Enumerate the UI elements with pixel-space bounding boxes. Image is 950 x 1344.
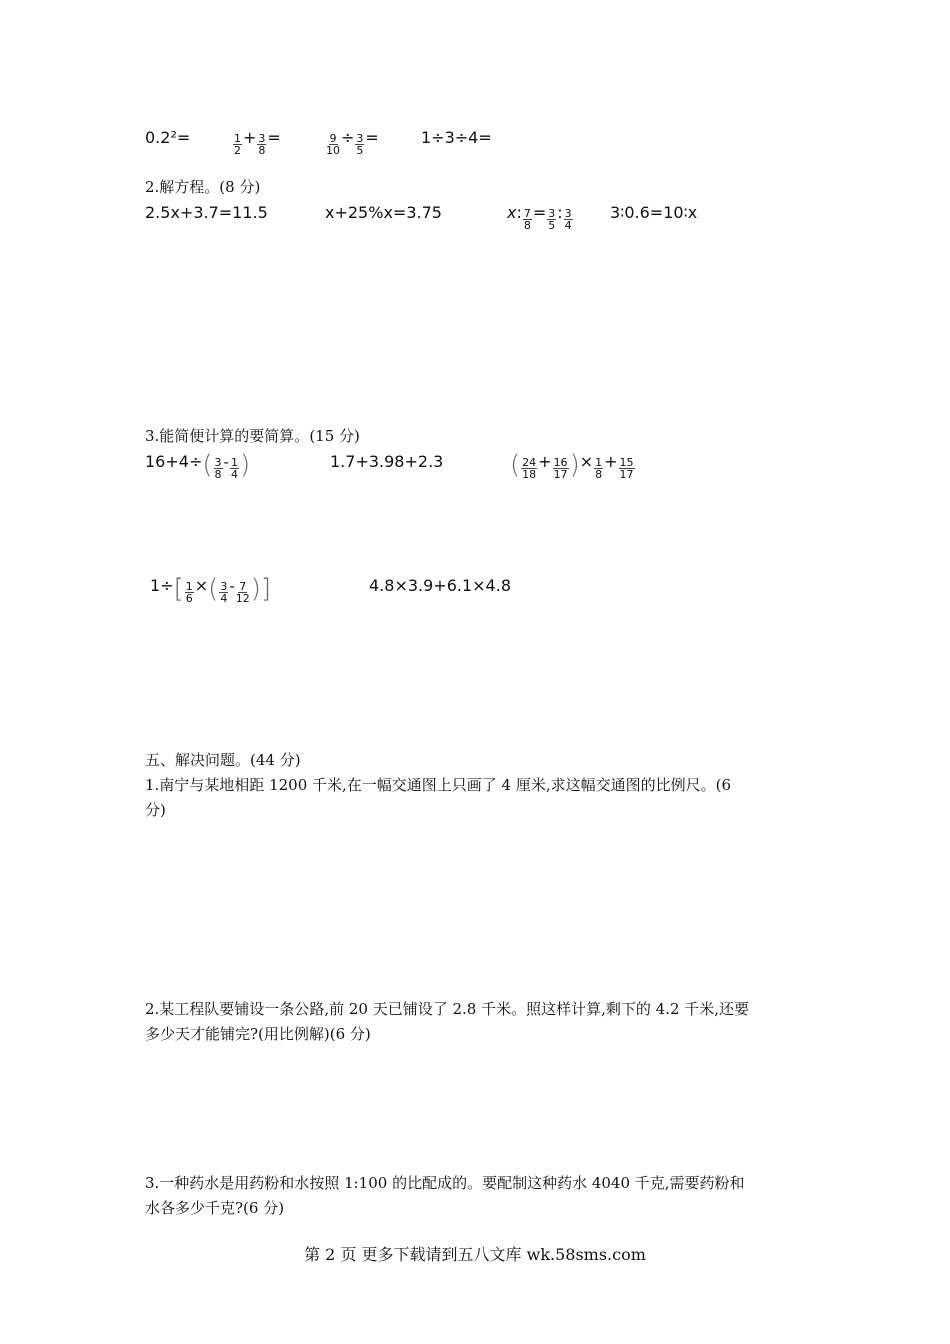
expr-fraction-division: $\frac{9}{10}$ ÷ $\frac{3}{5}$ =	[326, 128, 379, 157]
equation-4: 3∶0.6=10∶x	[610, 203, 698, 222]
problem-1-line-1: 1.南宁与某地相距 1200 千米,在一幅交通图上只画了 4 厘米,求这幅交通图的比例尺。(6	[145, 776, 732, 794]
expr-fraction-sum: $\frac{1}{2}$ + $\frac{3}{8}$ =	[234, 128, 281, 157]
problem-3-line-2: 水各多少千克?(6 分)	[145, 1199, 285, 1217]
fraction: $\frac{1}{6}$	[185, 579, 193, 605]
problem-1-line-2: 分)	[145, 801, 166, 819]
calc-1: 16+4÷( $\frac{3}{8}$ - $\frac{1}{4}$ )	[145, 449, 251, 481]
equation-2: x+25%x=3.75	[325, 203, 442, 222]
calc-5: 4.8×3.9+6.1×4.8	[369, 576, 511, 595]
fraction: $\frac{3}{5}$	[548, 206, 556, 232]
question-2-title: 2.解方程。(8 分)	[145, 178, 261, 196]
section-5-title: 五、解决问题。(44 分)	[145, 751, 301, 769]
fraction: $\frac{3}{5}$	[356, 131, 364, 157]
fraction: $\frac{3}{8}$	[258, 131, 266, 157]
calc-2: 1.7+3.98+2.3	[330, 452, 444, 471]
problem-2-line-2: 多少天才能铺完?(用比例解)(6 分)	[145, 1025, 371, 1043]
page-footer: 第 2 页 更多下载请到五八文库 wk.58sms.com	[304, 1245, 646, 1264]
fraction: $\frac{9}{10}$	[326, 131, 340, 157]
equation-1: 2.5x+3.7=11.5	[145, 203, 268, 222]
fraction: $\frac{7}{8}$	[523, 206, 531, 232]
fraction: $\frac{1}{4}$	[230, 455, 238, 481]
fraction: $\frac{3}{8}$	[214, 455, 222, 481]
question-3-title: 3.能简便计算的要简算。(15 分)	[145, 427, 360, 445]
fraction: $\frac{3}{4}$	[564, 206, 572, 232]
expr-0-2-squared: 0.2²=	[145, 128, 191, 147]
fraction: $\frac{16}{17}$	[553, 455, 568, 481]
fraction: $\frac{7}{12}$	[235, 579, 250, 605]
fraction: $\frac{1}{2}$	[234, 131, 241, 157]
problem-3-line-1: 3.一种药水是用药粉和水按照 1:100 的比配成的。要配制这种药水 4040 千克,需要药粉和	[145, 1174, 745, 1192]
equation-3: x: $\frac{7}{8}$ = $\frac{3}{5}$ : $\frac{3}{4}$	[507, 203, 572, 232]
fraction: $\frac{3}{4}$	[220, 579, 228, 605]
calc-3: ( $\frac{24}{18}$ + $\frac{16}{17}$ )× $\frac{1}{8}$ + $\frac{15}{17}$	[510, 449, 634, 481]
fraction: $\frac{1}{8}$	[595, 455, 603, 481]
calc-4: 1÷[ $\frac{1}{6}$ ×( $\frac{3}{4}$ - $\frac{7}{12}$ )]	[150, 573, 272, 605]
fraction: $\frac{24}{18}$	[522, 455, 537, 481]
expr-division-chain: 1÷3÷4=	[421, 128, 492, 147]
problem-2-line-1: 2.某工程队要铺设一条公路,前 20 天已铺设了 2.8 千米。照这样计算,剩下的 4.2 千米,还要	[145, 1000, 750, 1018]
fraction: $\frac{15}{17}$	[619, 455, 634, 481]
